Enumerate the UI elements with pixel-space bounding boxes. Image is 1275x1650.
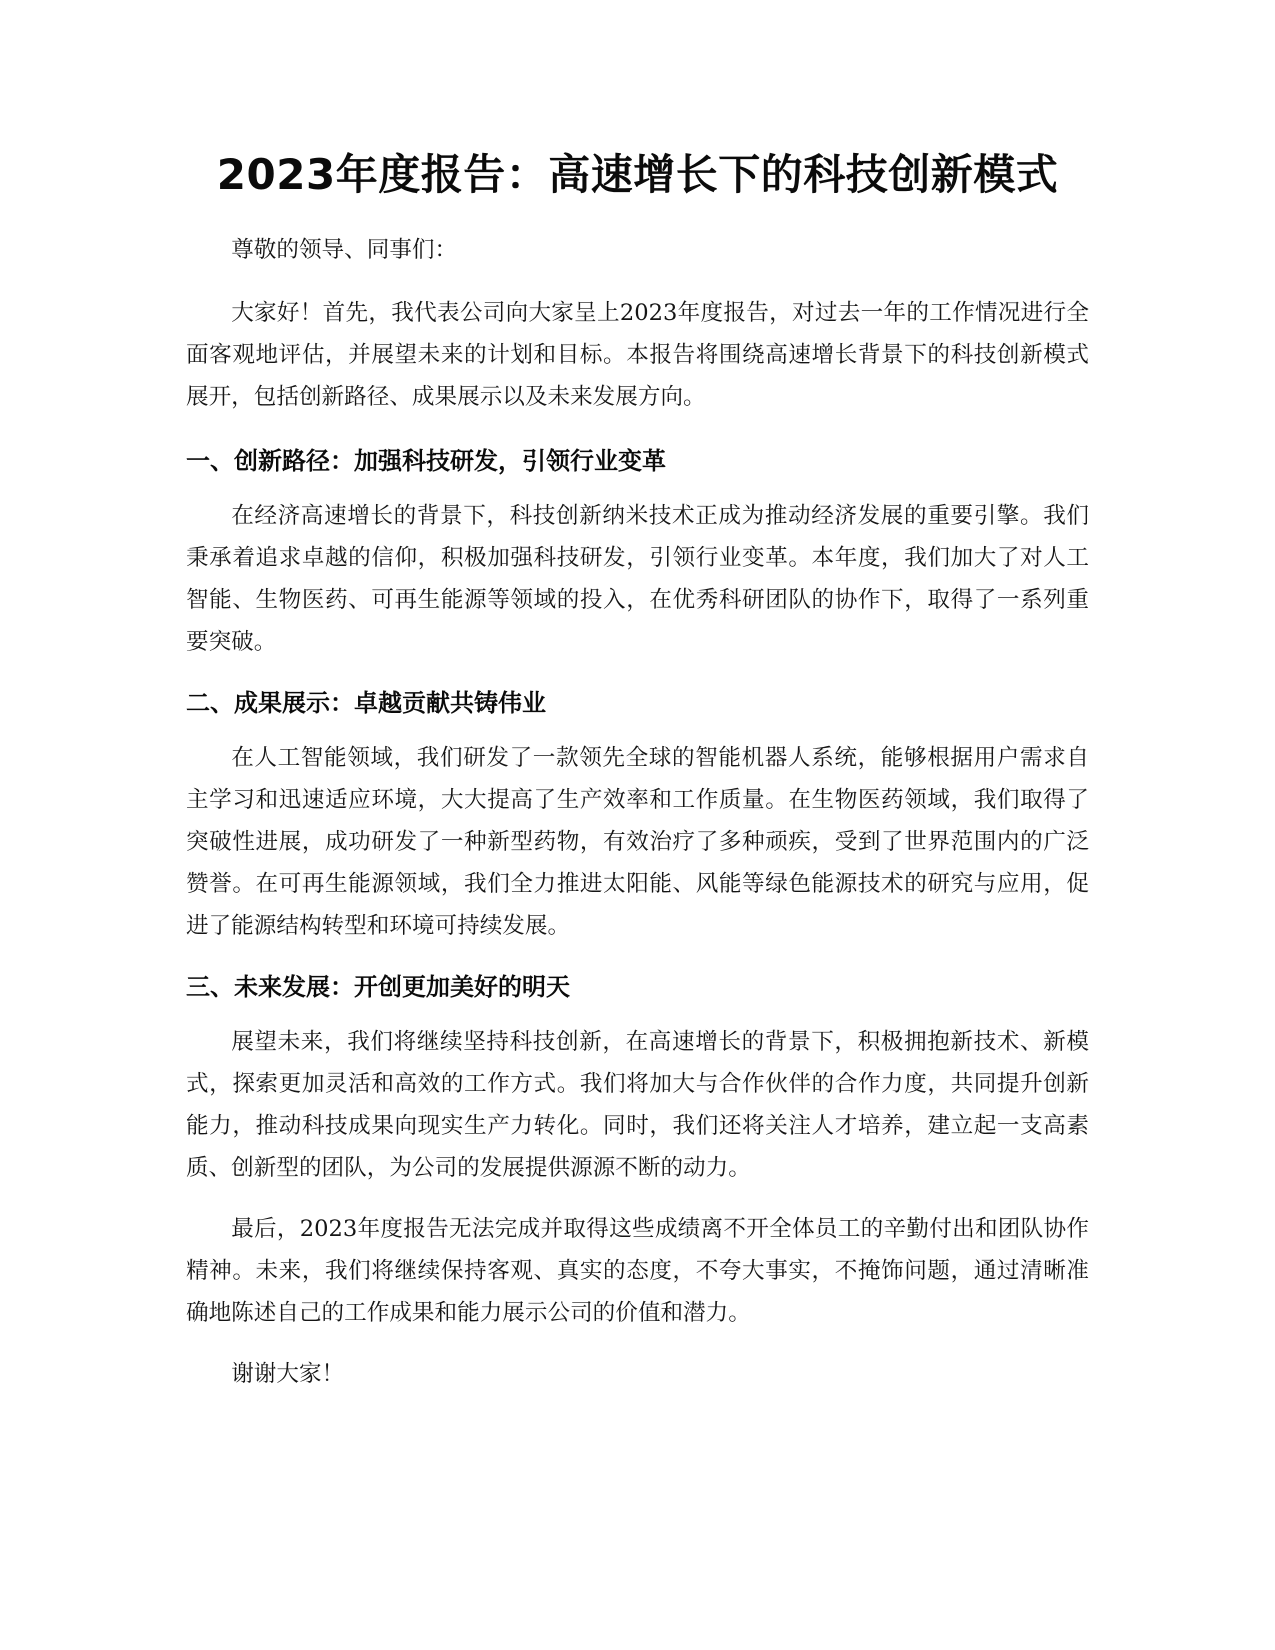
section-heading-achievements: 二、成果展示：卓越贡献共铸伟业 [186, 689, 546, 717]
document-body [186, 146, 1089, 1395]
greeting-paragraph: 尊敬的领导、同事们： [231, 237, 458, 263]
intro-paragraph: 大家好！首先，我代表公司向大家呈上2023年度报告，对过去一年的工作情况进行全面客观地评估，并展望未来的计划和目标。本报告将围绕高速增长背景下的科技创新模式展开，包括创新路径、成果展示以及未来发展方向。 [186, 300, 1089, 410]
section-heading-innovation-path: 一、创新路径：加强科技研发，引领行业变革 [186, 447, 666, 475]
section-heading-future: 三、未来发展：开创更加美好的明天 [186, 973, 570, 1001]
document-title: 2023年度报告：高速增长下的科技创新模式 [216, 150, 1059, 199]
closing-paragraph: 最后，2023年度报告无法完成并取得这些成绩离不开全体员工的辛勤付出和团队协作精神。未来，我们将继续保持客观、真实的态度，不夸大事实，不掩饰问题，通过清晰准确地陈述自己的工作成果和能力展示公司的价值和潜力。 [186, 1216, 1089, 1326]
section-body-innovation-path: 在经济高速增长的背景下，科技创新纳米技术正成为推动经济发展的重要引擎。我们秉承着追求卓越的信仰，积极加强科技研发，引领行业变革。本年度，我们加大了对人工智能、生物医药、可再生能源等领域的投入，在优秀科研团队的协作下，取得了一系列重要突破。 [186, 503, 1089, 655]
section-body-achievements: 在人工智能领域，我们研发了一款领先全球的智能机器人系统，能够根据用户需求自主学习和迅速适应环境，大大提高了生产效率和工作质量。在生物医药领域，我们取得了突破性进展，成功研发了一种新型药物，有效治疗了多种顽疾，受到了世界范围内的广泛赞誉。在可再生能源领域，我们全力推进太阳能、风能等绿色能源技术的研究与应用，促进了能源结构转型和环境可持续发展。 [186, 745, 1089, 939]
thanks-paragraph: 谢谢大家！ [231, 1361, 345, 1387]
section-body-future: 展望未来，我们将继续坚持科技创新，在高速增长的背景下，积极拥抱新技术、新模式，探索更加灵活和高效的工作方式。我们将加大与合作伙伴的合作力度，共同提升创新能力，推动科技成果向现实生产力转化。同时，我们还将关注人才培养，建立起一支高素质、创新型的团队，为公司的发展提供源源不断的动力。 [186, 1029, 1089, 1181]
